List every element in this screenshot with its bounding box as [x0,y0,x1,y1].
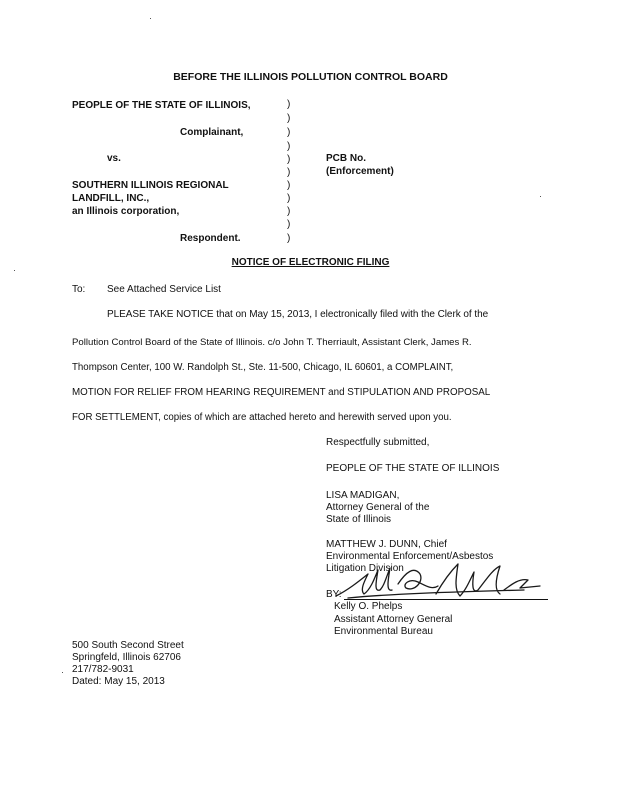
address-street: 500 South Second Street [72,640,184,651]
signer-title-1: Assistant Attorney General [334,614,453,625]
signer-name: Kelly O. Phelps [334,601,403,612]
caption-bracket: ) [287,206,291,217]
case-type: (Enforcement) [326,166,394,177]
caption-bracket: ) [287,99,291,110]
chief-name: MATTHEW J. DUNN, Chief [326,539,447,550]
ag-title-2: State of Illinois [326,514,392,525]
defendant-role: Respondent. [180,233,241,244]
scan-speck [14,270,15,271]
signer-title-2: Environmental Bureau [334,626,433,637]
signature-line [344,599,548,600]
caption-bracket: ) [287,127,291,138]
caption-bracket: ) [287,154,291,165]
notice-body-line: Pollution Control Board of the State of Illinois. c/o John T. Therriault, Assistant Clerk, James R. [72,337,472,348]
notice-body-line: Thompson Center, 100 W. Randolph St., Ste. 11-500, Chicago, IL 60601, a COMPLAINT, [72,362,454,373]
plaintiff-role: Complainant, [180,127,244,138]
ag-title-1: Attorney General of the [326,502,430,513]
to-label: To: [72,284,86,295]
by-label: BY: [326,589,342,600]
party-name: PEOPLE OF THE STATE OF ILLINOIS [326,463,500,474]
versus-label: vs. [107,153,121,164]
caption-bracket: ) [287,193,291,204]
ag-name: LISA MADIGAN, [326,490,400,501]
defendant-line-3: an Illinois corporation, [72,206,180,217]
notice-title: NOTICE OF ELECTRONIC FILING [231,257,390,268]
caption-bracket: ) [287,219,291,230]
caption-bracket: ) [287,167,291,178]
closing: Respectfully submitted, [326,437,430,448]
caption-bracket: ) [287,180,291,191]
address-phone: 217/782-9031 [72,664,134,675]
board-title: BEFORE THE ILLINOIS POLLUTION CONTROL BOARD [173,71,448,83]
defendant-line-2: LANDFILL, INC., [72,193,150,204]
chief-title-2: Litigation Division [326,563,404,574]
plaintiff-name: PEOPLE OF THE STATE OF ILLINOIS, [72,100,251,111]
case-number: PCB No. [326,153,366,164]
notice-body-line: MOTION FOR RELIEF FROM HEARING REQUIREMENT and STIPULATION AND PROPOSAL [72,387,491,398]
caption-bracket: ) [287,141,291,152]
notice-body-line: PLEASE TAKE NOTICE that on May 15, 2013, I electronically filed with the Clerk of the [107,309,489,320]
address-city: Springfeld, Illinois 62706 [72,652,181,663]
to-value: See Attached Service List [107,284,221,295]
chief-title-1: Environmental Enforcement/Asbestos [326,551,494,562]
scan-speck [540,196,541,197]
notice-body-line: FOR SETTLEMENT, copies of which are attached hereto and herewith served upon you. [72,412,452,423]
caption-bracket: ) [287,233,291,244]
caption-bracket: ) [287,113,291,124]
date-line: Dated: May 15, 2013 [72,676,165,687]
scan-speck [150,18,151,19]
scan-speck [62,672,63,673]
defendant-line-1: SOUTHERN ILLINOIS REGIONAL [72,180,229,191]
